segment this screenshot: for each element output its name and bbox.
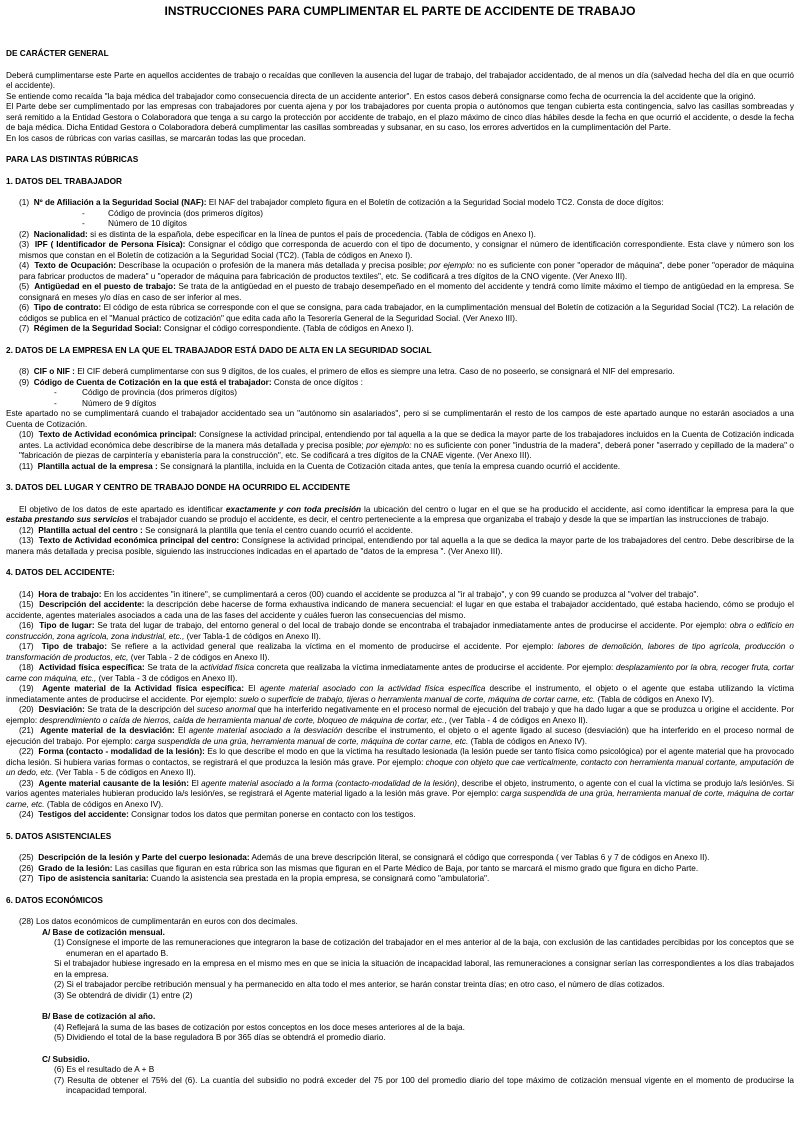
item-22: (22) Forma (contacto - modalidad de la lesión): Es lo que describe el modo en que la víctima ha resultado lesionada (la lesión puede ser tanto física como psicológica) por el agente material que ha provocado dicha lesión. Si hubiera varias formas o contactos, se registrará el que produzca la lesión más grave. Por ejemplo: choque con objeto que cae verticalmente, contacto con herramienta manual cortante, amputación de un dedo, etc. (Ver Tabla - 5 de códigos en Anexo II). <box>6 747 795 777</box>
item-c7: (7) Resulta de obtener el 75% del (6). La cuantía del subsidio no podrá exceder del 75 por 100 del promedio diario del tope máximo de cotización mensual vigente en el momento de producirse la incapacidad temporal. <box>54 1075 794 1095</box>
subheading-b: B/ Base de cotización al año. <box>42 1012 156 1021</box>
item-26: (26) Grado de la lesión: Las casillas que figuran en esta rúbrica son las mismas que figuran en el Parte Médico de Baja, por tanto se marcará el mismo grado que figura en dicho Parte. <box>19 863 699 873</box>
item-1-sub-1: - Código de provincia (dos primeros dígitos) <box>82 208 263 218</box>
document-title: INSTRUCCIONES PARA CUMPLIMENTAR EL PARTE DE ACCIDENTE DE TRABAJO <box>164 4 636 18</box>
item-a2: (2) Si el trabajador percibe retribución mensual y ha permanecido en alta todo el mes anterior, se harán constar treinta días; en otro caso, el número de días cotizados. <box>54 980 665 989</box>
general-paragraph-3: El Parte debe ser cumplimentado por las empresas con trabajadores por cuenta ajena y por los trabajadores por cuenta propia o autónomos que tengan cubierta esta contingencia, salvo las casillas sombreadas y será remitido a la Entidad Gestora o Colaboradora que tenga a su cargo la protección por accidente de trabajo, en el plazo máximo de cinco días hábiles desde la fecha en que ocurrió el accidente, o desde la fecha de baja médica. Dicha Entidad Gestora o Colaboradora deberá cumplimentar las casillas sombreadas y subsanar, en su caso, los errores advertidos en la cumplimentación del Parte. <box>6 102 794 132</box>
item-21: (21) Agente material de la desviación: El agente material asociado a la desviación describe el instrumento, el objeto o el agente ligado al suceso (desviación) que ha interferido en el proceso normal de ejecución del trabajo. Por ejemplo: carga suspendida de una grúa, herramienta manual de corte, máquina de cortar carne, etc. (Tabla de códigos en Anexo IV). <box>6 726 795 746</box>
heading-section-6: 6. DATOS ECONÓMICOS <box>6 895 103 905</box>
heading-rubricas: PARA LAS DISTINTAS RÚBRICAS <box>6 155 139 164</box>
general-paragraph-4: En los casos de rúbricas con varias casillas, se marcarán todas las que procedan. <box>6 133 306 143</box>
item-12: (12) Plantilla actual del centro : Se consignará la plantilla que tenía el centro cuando ocurrió el accidente. <box>19 525 413 535</box>
item-18: (18) Actividad física específica: Se trata de la actividad física concreta que realizaba la víctima inmediatamente antes de producirse el accidente. Por ejemplo: desplazamiento por la obra, recoger fruta, cortar carne con máquina, etc., (ver Tabla - 3 de códigos en Anexo II). <box>6 663 794 683</box>
item-9: (9) Código de Cuenta de Cotización en la que está el trabajador: Consta de once dígitos : <box>19 377 363 387</box>
item-20: (20) Desviación: Se trata de la descripción del suceso anormal que ha interferido negativamente en el proceso normal de ejecución del trabajo y que ha dado lugar a que se produzca u origine el accidente. Por ejemplo: desprendimiento o caída de hierros, caída de herramienta manual de corte, bloqueo de máquina de cortar, etc., (ver Tabla - 4 de códigos en Anexo II). <box>6 705 794 725</box>
item-6: (6) Tipo de contrato: El código de esta rúbrica se corresponde con el que se consigna, para cada trabajador, en la cumplimentación mensual del Boletín de cotización a la Seguridad Social (TC2). La relación de códigos se publica en el "Manual práctico de cotización" que edita cada año la Tesorería General de la Seguridad Social. (Ver Anexo III). <box>19 303 794 323</box>
item-2: (2) Nacionalidad: si es distinta de la española, debe especificar en la línea de puntos el país de procedencia. (Tabla de códigos en Anexo I). <box>19 229 536 239</box>
general-paragraph-2: Se entiende como recaída "la baja médica del trabajador como consecuencia directa de un accidente anterior". En estos casos deberá consignarse como fecha de ocurrencia la del accidente que la originó. <box>6 91 756 101</box>
item-11: (11) Plantilla actual de la empresa : Se consignará la plantilla, incluida en la Cuenta de Cotización citada antes, que tenía la empresa cuando ocurrió el accidente. <box>19 461 621 471</box>
item-9-sub-2: - Número de 9 dígitos <box>54 398 157 408</box>
item-b5: (5) Dividiendo el total de la base reguladora B por 365 días se obtendrá el promedio diario. <box>54 1033 386 1042</box>
item-13: (13) Texto de Actividad económica principal del centro: Consígnese la actividad principal, entendiendo por tal aquella a la que se dedica la mayor parte de los trabajadores del centro. Debe describirse de la manera más detallada y precisa posible, siguiendo las instrucciones indicadas en el apartado de "datos de la empresa ". (Ver Anexo III). <box>6 536 794 556</box>
item-9-sub-1: - Código de provincia (dos primeros dígitos) <box>54 388 237 397</box>
general-paragraph-1: Deberá cumplimentarse este Parte en aquellos accidentes de trabajo o recaídas que conlleven la ausencia del lugar de trabajo, del trabajador accidentado, de al menos un día (salvedad hecha del día en que ocurrió el accidente). <box>6 70 794 90</box>
item-1: (1) Nº de Afiliación a la Seguridad Social (NAF): El NAF del trabajador completo figura en el Boletín de cotización a la Seguridad Social modelo TC2. Consta de doce dígitos: <box>19 198 664 207</box>
item-1-sub-2: - Número de 10 dígitos <box>82 219 187 228</box>
item-17: (17) Tipo de trabajo: Se refiere a la actividad general que realizaba la víctima en el momento de producirse el accidente. Por ejemplo: labores de demolición, labores de tipo agrícola, producción o transformación de productos, etc, (ver Tabla - 2 de códigos en Anexo II). <box>6 642 794 662</box>
item-25: (25) Descripción de la lesión y Parte del cuerpo lesionada: Además de una breve descripción literal, se consignará el código que corresponda ( ver Tablas 6 y 7 de códigos en Anexo II). <box>19 853 710 862</box>
heading-section-2: 2. DATOS DE LA EMPRESA EN LA QUE EL TRABAJADOR ESTÁ DADO DE ALTA EN LA SEGURIDAD SOCIAL <box>6 345 432 355</box>
heading-section-5: 5. DATOS ASISTENCIALES <box>6 831 112 841</box>
heading-general: DE CARÁCTER GENERAL <box>6 49 109 58</box>
subheading-a: A/ Base de cotización mensual. <box>42 927 165 937</box>
section-2-note: Este apartado no se cumplimentará cuando el trabajador accidentado sea un "autónomo sin asalariados", pero si se cumplimentarán el resto de los campos de este apartado aunque no estarán asociados a una Cuenta de Cotización. <box>6 409 794 429</box>
item-16: (16) Tipo de lugar: Se trata del lugar de trabajo, del entorno general o del local de trabajo donde se encontraba el trabajador inmediatamente antes de producirse el accidente. Por ejemplo: obra o edificio en construcción, zona agrícola, zona industrial, etc., (ver Tabla-1 de códigos en Anexo II). <box>6 621 794 641</box>
item-5: (5) Antigüedad en el puesto de trabajo: Se trata de la antigüedad en el puesto de trabajo desempeñado en el momento del accidente y tendrá como límite máximo el tiempo de antigüedad en la empresa. Se consignará en meses y/o días en caso de ser inferior al mes. <box>19 282 794 302</box>
item-19: (19) Agente material de la Actividad física específica: El agente material asociado con la actividad física específica describe el instrumento, el objeto o el agente que estaba utilizando la víctima inmediatamente antes de producirse el accidente. Por ejemplo: suelo o superficie de trabajo, tijeras o herramienta manual de corte, máquina de cortar carne, etc. (Tabla de códigos en Anexo IV). <box>6 684 795 704</box>
item-c6: (6) Es el resultado de A + B <box>54 1065 155 1074</box>
item-10: (10) Texto de Actividad económica principal: Consígnese la actividad principal, entendiendo por tal aquella a la que se dedica la mayor parte de los trabajadores incluidos en la Cuenta de Cotización indicada antes. La actividad económica debe describirse de la manera más detallada y precisa posible; por ejemplo: no es suficiente con poner "industria de la madera", deberá poner "aserrado y cepillado de la madera" o "fabricación de piezas de carpintería y ebanistería para la construcción", etc. Se codificará a tres dígitos de la CNAE vigente. (Ver Anexo III). <box>19 430 794 460</box>
subheading-c: C/ Subsidio. <box>42 1054 90 1064</box>
item-7: (7) Régimen de la Seguridad Social: Consignar el código correspondiente. (Tabla de códigos en Anexo I). <box>19 324 414 333</box>
item-3: (3) IPF ( Identificador de Persona Física): Consignar el código que corresponda de acuerdo con el tipo de documento, y consignar el número de identificación correspondiente. Esta clave y número son los mismos que constan en el Boletín de cotización a la Seguridad Social (TC2). (Tabla de códigos en Anexo I). <box>19 240 794 260</box>
item-23: (23) Agente material causante de la lesión: El agente material asociado a la forma (contacto-modalidad de la lesión), describe el objeto, instrumento, o agente con el cual la víctima se produjo la/s lesión/es. Si varios agentes materiales hubieran producido la/s lesión/es, se registrará el Agente material ligado a la lesión más grave. Por ejemplo: carga suspendida de una grúa, herramienta manual de corte, máquina de cortar carne, etc. (Tabla de códigos en Anexo IV). <box>6 778 794 809</box>
item-15: (15) Descripción del accidente: la descripción debe hacerse de forma exhaustiva indicando de manera secuencial: el lugar en que estaba el trabajador accidentado, qué estaba haciendo, cómo se produjo el accidente, agentes materiales asociados a cada una de las fases del accidente y cuáles fueron las consecuencias del mismo. <box>6 600 794 620</box>
item-24: (24) Testigos del accidente: Consignar todos los datos que permitan ponerse en contacto con los testigos. <box>19 810 416 819</box>
item-a1: (1) Consígnese el importe de las remuneraciones que integraron la base de cotización del trabajador en el mes anterior al de la baja, con exclusión de las cantidades percibidas por los conceptos que se enumeran en el apartado B. <box>54 938 794 958</box>
heading-section-4: 4. DATOS DEL ACCIDENTE: <box>6 568 115 577</box>
item-14: (14) Hora de trabajo: En los accidentes "in itinere", se cumplimentará a ceros (00) cuando el accidente se produzca al "ir al trabajo", y con 99 cuando se produzca al "volver del trabajo". <box>19 589 699 599</box>
heading-section-1: 1. DATOS DEL TRABAJADOR <box>6 176 122 186</box>
item-8: (8) CIF o NIF : El CIF deberá cumplimentarse con sus 9 dígitos, de los cuales, el primero de ellos es siempre una letra. Caso de no poseerlo, se consignará el NIF del empresario. <box>19 367 675 376</box>
item-b4: (4) Reflejará la suma de las bases de cotización por estos conceptos en los doce meses anteriores al de la baja. <box>54 1022 465 1032</box>
heading-section-3: 3. DATOS DEL LUGAR Y CENTRO DE TRABAJO DONDE HA OCURRIDO EL ACCIDENTE <box>6 483 351 492</box>
section-3-intro: El objetivo de los datos de este apartado es identificar exactamente y con toda precisión la ubicación del centro o lugar en el que se ha producido el accidente, así como identificar la empresa para la que estaba prestando sus servicios el trabajador cuando se produjo el accidente, es decir, el centro perteneciente a la empresa que organizaba el trabajo y desde la que se impartían las instrucciones de trabajo. <box>6 504 794 524</box>
item-a3: (3) Se obtendrá de dividir (1) entre (2) <box>54 990 193 1000</box>
item-4: (4) Texto de Ocupación: Descríbase la ocupación o profesión de la manera más detallada y precisa posible; por ejemplo: no es suficiente con poner "operador de máquina", debe poner "operador de máquina para fabricar productos de madera" u "operador de máquina para fabricación de productos textiles", etc. Se codificará a tres dígitos de la CNO vigente. (Ver Anexo III). <box>19 261 794 281</box>
item-28: (28) Los datos económicos de cumplimentarán en euros con dos decimales. <box>19 917 298 926</box>
item-a1-note: Si el trabajador hubiese ingresado en la empresa en el mismo mes en que se inicia la situación de incapacidad laboral, las remuneraciones a consignar serían las correspondientes a los días trabajados en la empresa. <box>54 959 794 979</box>
item-27: (27) Tipo de asistencia sanitaria: Cuando la asistencia sea prestada en la propia empresa, se consignará como "ambulatoria". <box>19 874 490 883</box>
